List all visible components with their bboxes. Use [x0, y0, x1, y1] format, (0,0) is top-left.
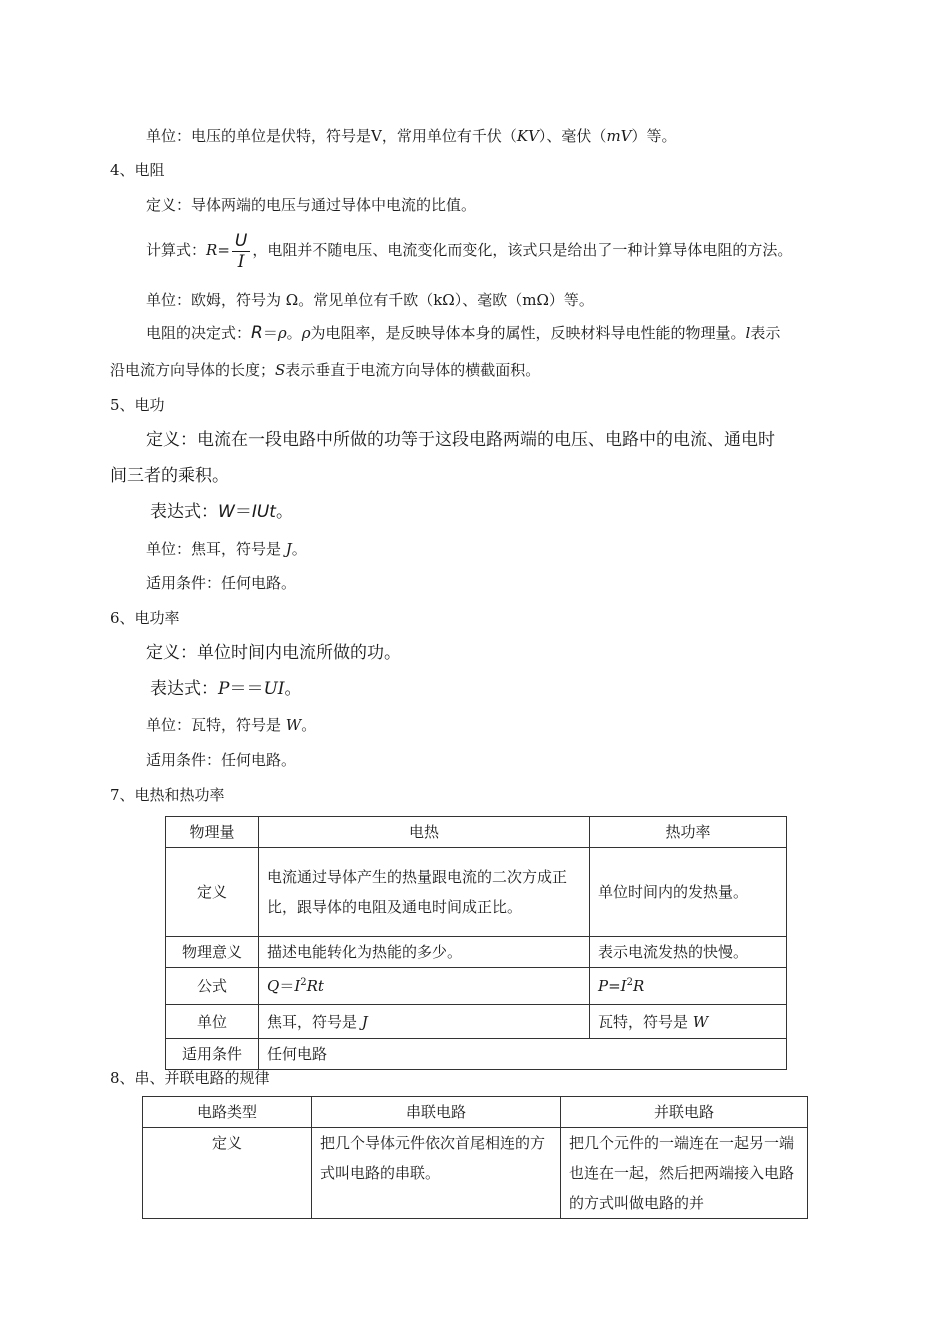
power-unit-end: 。 [301, 716, 317, 734]
resistance-law-line2 [110, 360, 540, 380]
formula-prefix: 计算式： [146, 241, 207, 259]
circuits-row-def-series: 把几个导体元件依次首尾相连的方式叫电路的串联。 [312, 1128, 561, 1219]
work-heading: 5、电功 [110, 396, 165, 414]
heat-row-meaning-heat: 描述电能转化为热能的多少。 [259, 937, 590, 968]
work-expr-prefix: 表达式： [150, 502, 218, 522]
law-rho2: ρ [301, 324, 311, 342]
power-heading: 6、电功率 [110, 609, 180, 627]
formula-power-eq: = [608, 977, 621, 995]
law-rho: ρ [277, 324, 287, 342]
law-s: S [275, 361, 286, 379]
formula-fraction [232, 231, 250, 272]
law-prefix: 电阻的决定式： [146, 324, 252, 342]
work-expr-iut: IUt [251, 502, 276, 522]
work-definition-line1: 定义：电流在一段电路中所做的功等于这段电路两端的电压、电路中的电流、通电时 [146, 430, 775, 450]
work-condition: 适用条件：任何电路。 [146, 574, 297, 592]
power-condition: 适用条件：任何电路。 [146, 751, 297, 769]
heat-row-meaning-power: 表示电流发热的快慢。 [590, 937, 787, 968]
heat-row-cond-value: 任何电路 [259, 1039, 787, 1070]
fraction-numerator: U [232, 231, 250, 252]
power-unit [146, 715, 316, 735]
law-mid2: 为电阻率，是反映导体本身的属性，反映材料导电性能的物理量。 [310, 324, 746, 342]
voltage-unit-suffix: ）等。 [631, 127, 677, 145]
formula-suffix: ，电阻并不随电压、电流变化而变化，该式只是给出了一种计算导体电阻的方法。 [252, 241, 793, 259]
formula-heat-eq: ＝ [279, 977, 295, 995]
heat-row-formula-label: 公式 [166, 968, 259, 1005]
work-unit-symbol: J [285, 540, 292, 558]
heat-row-unit-heat [259, 1005, 590, 1039]
circuits-header-series: 串联电路 [312, 1097, 561, 1128]
formula-power-i: I [620, 977, 627, 995]
power-expr-end: 。 [284, 679, 302, 699]
law-mid: 。 [286, 324, 302, 342]
heat-header-heat: 电热 [259, 817, 590, 848]
law-eq: ＝ [262, 324, 278, 342]
formula-p: P [598, 977, 609, 995]
law-r: R [251, 323, 263, 343]
work-definition-line2: 间三者的乘积。 [110, 466, 229, 486]
resistance-law-line1 [146, 323, 780, 343]
circuits-header-parallel: 并联电路 [561, 1097, 808, 1128]
voltage-unit-text: 单位：电压的单位是伏特，符号是 [146, 127, 372, 145]
circuits-row-def-label: 定义 [143, 1128, 312, 1219]
work-unit-end: 。 [291, 540, 307, 558]
heat-row-def-heat: 电流通过导体产生的热量跟电流的二次方成正比，跟导体的电阻及通电时间成正比。 [259, 848, 590, 937]
resistance-formula-line [146, 229, 792, 272]
resistance-definition: 定义：导体两端的电压与通过导体中电流的比值。 [146, 196, 477, 214]
circuits-row-def-parallel: 把几个元件的一端连在一起另一端也连在一起，然后把两端接入电路的方式叫做电路的并 [561, 1128, 808, 1219]
law-end: 表示 [750, 324, 781, 342]
formula-heat-i: I [294, 977, 301, 995]
power-expr-p: P [218, 679, 230, 699]
voltage-symbol: V [371, 127, 382, 145]
power-unit-symbol: W [285, 716, 302, 734]
heat-row-def-power: 单位时间内的发热量。 [590, 848, 787, 937]
power-expr-eq: ＝＝ [229, 679, 264, 699]
heat-row-unit-label: 单位 [166, 1005, 259, 1039]
power-unit-symbol-cell: W [692, 1012, 709, 1031]
heat-header-power: 热功率 [590, 817, 787, 848]
voltage-unit-mid: ，常用单位有千伏（ [381, 127, 517, 145]
power-unit-prefix: 单位：瓦特，符号是 [146, 716, 286, 734]
formula-eq: = [217, 241, 230, 259]
heat-row-meaning-label: 物理意义 [166, 937, 259, 968]
circuits-header-type: 电路类型 [143, 1097, 312, 1128]
power-expr-prefix: 表达式： [150, 679, 218, 699]
resistance-unit: 单位：欧姆，符号为 Ω。常见单位有千欧（kΩ）、毫欧（mΩ）等。 [146, 291, 594, 309]
heat-row-formula-power [590, 968, 787, 1005]
work-expr-w: W [218, 502, 235, 522]
power-expr-ui: UI [263, 679, 285, 699]
law-line2-b: 表示垂直于电流方向导体的横截面积。 [285, 361, 541, 379]
heat-unit-text: 焦耳，符号是 [267, 1012, 362, 1031]
work-expr-eq: ＝ [234, 502, 252, 522]
circuits-heading: 8、串、并联电路的规律 [110, 1069, 270, 1087]
power-definition: 定义：单位时间内电流所做的功。 [146, 643, 401, 663]
heat-row-cond-label: 适用条件 [166, 1039, 259, 1070]
law-line2-a: 沿电流方向导体的长度； [110, 361, 276, 379]
work-unit-prefix: 单位：焦耳，符号是 [146, 540, 286, 558]
formula-heat-exp: 2 [300, 977, 307, 988]
heat-row-def-label: 定义 [166, 848, 259, 937]
heat-header-quantity: 物理量 [166, 817, 259, 848]
formula-q: Q [267, 977, 280, 995]
law-l: l [745, 324, 751, 342]
power-unit-text: 瓦特，符号是 [598, 1012, 693, 1031]
work-expr-end: 。 [275, 502, 293, 522]
voltage-unit-mid2: ）、毫伏（ [538, 127, 607, 145]
heat-row-unit-power [590, 1005, 787, 1039]
fraction-denominator: I [237, 251, 245, 272]
heat-row-formula-heat [259, 968, 590, 1005]
voltage-unit-line [146, 126, 677, 146]
heat-table [165, 816, 787, 1070]
formula-r: R [206, 241, 218, 259]
circuits-table [142, 1096, 808, 1219]
work-expression [150, 500, 293, 524]
resistance-heading: 4、电阻 [110, 161, 165, 179]
power-expression [150, 677, 302, 701]
formula-power-r: R [632, 977, 645, 995]
kilovolt-symbol: KV [516, 127, 539, 145]
heat-unit-symbol: J [361, 1012, 368, 1031]
millivolt-symbol: mV [606, 127, 632, 145]
heat-heading: 7、电热和热功率 [110, 786, 225, 804]
formula-heat-rt: Rt [306, 977, 324, 995]
work-unit [146, 539, 307, 559]
formula-power-exp: 2 [626, 977, 633, 988]
